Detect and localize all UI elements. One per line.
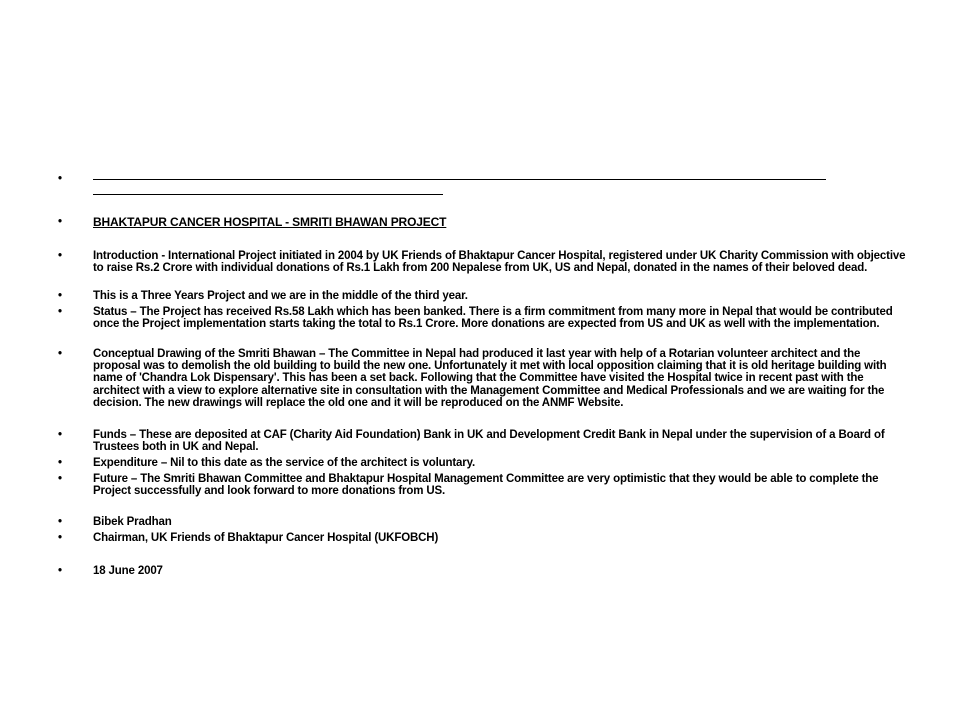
signature-name: Bibek Pradhan bbox=[93, 516, 172, 528]
date-item bbox=[58, 565, 908, 577]
paragraph-status: Status – The Project has received Rs.58 Lakh which has been banked. There is a firm commitment from many more in Nepal that would be contributed once the Project implementation starts taking the total to Rs.1 Crore. More donations are expected from US and UK as well with the implementation. bbox=[93, 306, 893, 331]
paragraph-item bbox=[58, 348, 908, 409]
paragraph-item bbox=[58, 250, 908, 274]
bullet-glyph: • bbox=[58, 532, 62, 544]
bullet-glyph: • bbox=[58, 516, 62, 528]
paragraph-item bbox=[58, 429, 908, 453]
bullet-glyph: • bbox=[58, 290, 62, 302]
rule-line bbox=[93, 194, 443, 195]
document-title: BHAKTAPUR CANCER HOSPITAL - SMRITI BHAWAN PROJECT bbox=[93, 215, 447, 229]
signature-name-item bbox=[58, 516, 908, 528]
bullet-glyph: • bbox=[58, 429, 62, 441]
paragraph-item bbox=[58, 473, 908, 497]
bullet-glyph: • bbox=[58, 306, 62, 318]
paragraph-conceptual-drawing: Conceptual Drawing of the Smriti Bhawan – The Committee in Nepal had produced it last year with help of a Rotarian volunteer architect and the proposal was to demolish the old building to build the new one. Unfortunately it met with local opposition claiming that it is old heritage building with name of 'Chandra Lok Dispensary'. This has been a set back. Following that the Committee have visited the Hospital twice in recent past with the architect with a view to explore alternative site in consultation with the Management Committee and Medical Professionals and we are waiting for the decision. The new drawings will replace the old one and it will be reproduced on the ANMF Website. bbox=[93, 348, 887, 409]
paragraph-item bbox=[58, 306, 908, 330]
rule-line bbox=[93, 179, 826, 180]
title-item bbox=[58, 216, 908, 228]
signature-role: Chairman, UK Friends of Bhaktapur Cancer Hospital (UKFOBCH) bbox=[93, 532, 439, 544]
document-date: 18 June 2007 bbox=[93, 565, 163, 577]
bullet-glyph: • bbox=[58, 216, 62, 228]
bullet-glyph: • bbox=[58, 565, 62, 577]
paragraph-future: Future – The Smriti Bhawan Committee and Bhaktapur Hospital Management Committee are very optimistic that they would be able to complete the Project successfully and look forward to more donations from US. bbox=[93, 473, 879, 498]
bullet-glyph: • bbox=[58, 348, 62, 360]
bullet-glyph: • bbox=[58, 173, 62, 185]
signature-role-item bbox=[58, 532, 908, 544]
underline-rules bbox=[93, 179, 826, 195]
paragraph-item bbox=[58, 290, 908, 302]
paragraph-duration: This is a Three Years Project and we are in the middle of the third year. bbox=[93, 290, 468, 302]
paragraph-funds: Funds – These are deposited at CAF (Charity Aid Foundation) Bank in UK and Development Credit Bank in Nepal under the supervision of a Board of Trustees both in UK and Nepal. bbox=[93, 429, 885, 454]
paragraph-introduction: Introduction - International Project initiated in 2004 by UK Friends of Bhaktapur Cancer Hospital, registered under UK Charity Commission with objective to raise Rs.2 Crore with individual donations of Rs.1 Lakh from 200 Nepalese from UK, US and Nepal, donated in the names of their beloved dead. bbox=[93, 250, 906, 275]
bullet-glyph: • bbox=[58, 250, 62, 262]
bullet-glyph: • bbox=[58, 473, 62, 485]
bullet-glyph: • bbox=[58, 457, 62, 469]
paragraph-expenditure: Expenditure – Nil to this date as the service of the architect is voluntary. bbox=[93, 457, 476, 469]
paragraph-item bbox=[58, 457, 908, 469]
